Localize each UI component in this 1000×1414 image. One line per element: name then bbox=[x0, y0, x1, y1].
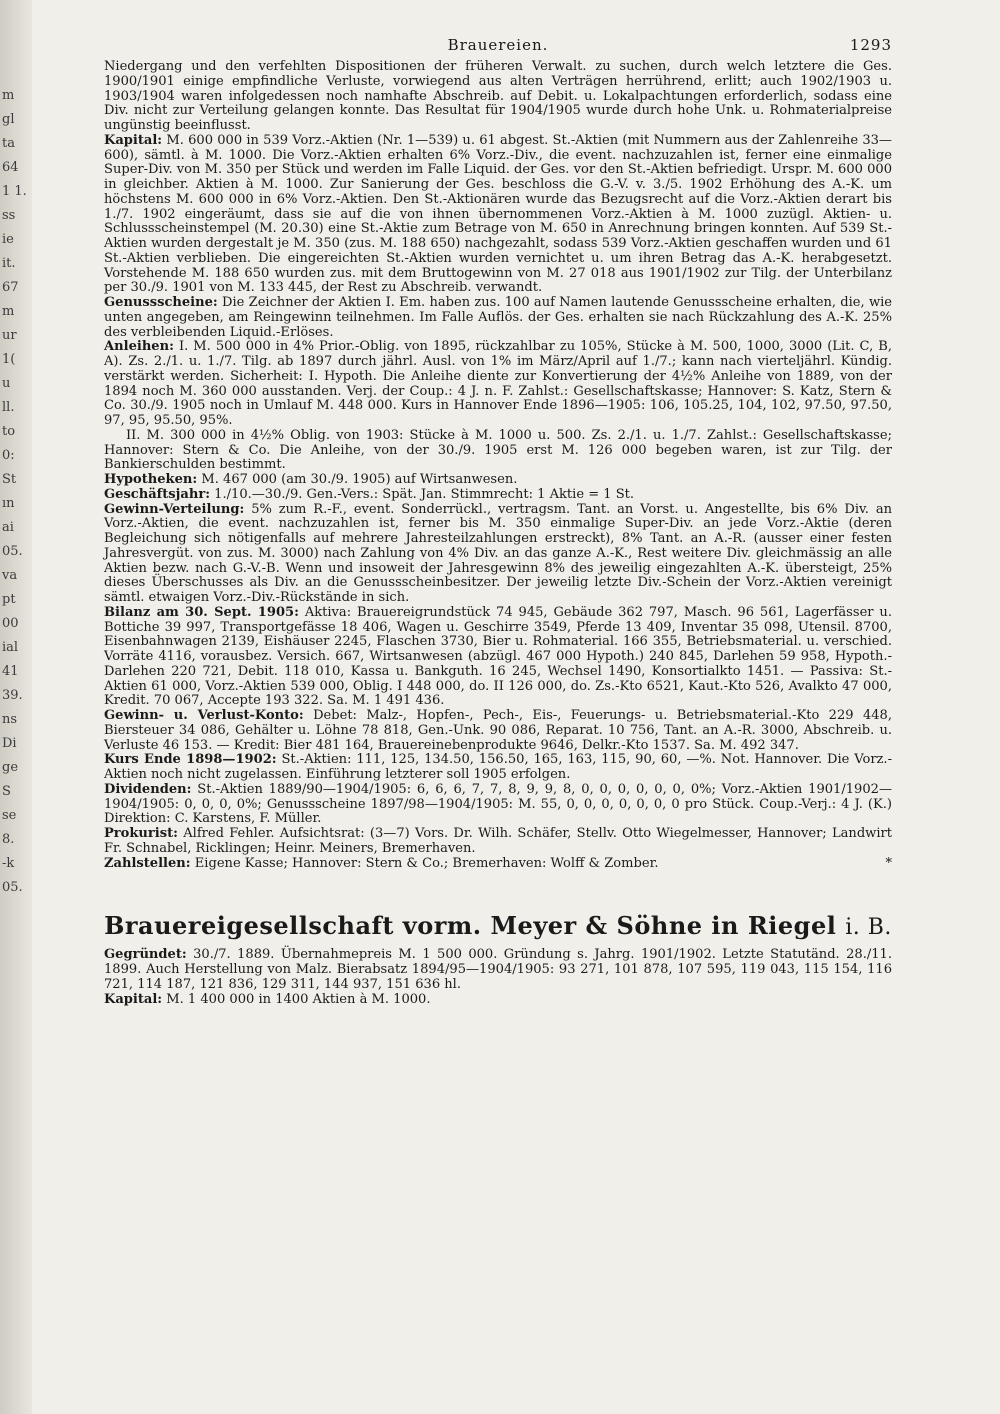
field-text: Alfred Fehler. Aufsichtsrat: (3—7) Vors. Dr. Wilh. Schäfer, Stellv. Otto Wiegelmesser, Hannover; Landwirt Fr. Schnabel, Ricklingen; Heinr. Meiners, Bremerhaven. bbox=[104, 826, 892, 856]
gutter-text-fragment: 64 bbox=[2, 160, 19, 175]
field-label: Dividenden: bbox=[104, 781, 192, 797]
gutter-text-fragment: pt bbox=[2, 592, 16, 607]
gutter-text-fragment: 00 bbox=[2, 616, 19, 631]
entry-paragraph bbox=[104, 60, 892, 134]
company-name: Brauereigesellschaft vorm. Meyer & Söhne in Riegel bbox=[104, 911, 837, 941]
field-label: Kurs Ende 1898—1902: bbox=[104, 752, 277, 768]
entry-paragraph bbox=[104, 296, 892, 340]
gutter-text-fragment: va bbox=[2, 568, 18, 583]
entry-paragraph bbox=[104, 753, 892, 783]
field-text: Aktiva: Brauereigrundstück 74 945, Gebäude 362 797, Masch. 96 561, Lagerfässer u. Bottiche 39 997, Transportgefässe 18 406, Wagen u. Geschirre 3549, Pferde 13 409, Inventar 35 098, Utensil. 8700, Eisenbahnwagen 2139, Eishäuser 2245, Flaschen 3730, Bier u. Rohmaterial. 166 355, Betriebsmaterial. u. verschied. Vorräte 4116, vorausbez. Versich. 667, Wirtsanwesen (abzügl. 467 000 Hypoth.) 240 845, Darlehen 59 958, Hypoth.-Darlehen 220 721, Debit. 118 010, Kassa u. Bankguth. 16 245, Wechsel 1490, Konsortialkto 1451. — Passiva: St.-Aktien 61 000, Vorz.-Aktien 539 000, Oblig. I 448 000, do. II 126 000, do. Zs.-Kto 6521, Kaut.-Kto 526, Avalkto 47 000, Kredit. 70 067, Accepte 193 322. Sa. M. 1 491 436. bbox=[104, 604, 892, 709]
gutter-text-fragment: ie bbox=[2, 232, 14, 247]
field-label: Zahlstellen: bbox=[104, 855, 191, 871]
field-label: Gegründet: bbox=[104, 947, 187, 963]
entry-paragraph bbox=[104, 429, 892, 473]
page bbox=[104, 30, 892, 1007]
gutter-text-fragment: 39. bbox=[2, 688, 23, 703]
company-heading bbox=[104, 911, 892, 940]
entry-paragraph bbox=[104, 993, 892, 1008]
field-text: Die Zeichner der Aktien I. Em. haben zus. 100 auf Namen lautende Genussscheine erhalten, die, wie unten angegeben, am Reingewinn teilnehmen. Im Falle Auflös. der Ges. erhalten sie nach Rückzahlung des A.-K. 25% des verbleibenden Liquid.-Erlöses. bbox=[104, 295, 892, 340]
gutter-text-fragment: 05. bbox=[2, 544, 23, 559]
field-label: Kapital: bbox=[104, 132, 163, 148]
entry-paragraph bbox=[104, 488, 892, 503]
field-label: Anleihen: bbox=[104, 339, 174, 355]
gutter-text-fragment: ta bbox=[2, 136, 15, 151]
entry-paragraph bbox=[104, 827, 892, 857]
gutter-text-fragment: 1 1. bbox=[2, 184, 27, 199]
gutter-text-fragment: 8. bbox=[2, 832, 15, 847]
gutter-text-fragment: 41 bbox=[2, 664, 19, 679]
field-label: Gewinn-Verteilung: bbox=[104, 501, 245, 517]
gutter-text-fragment: 05. bbox=[2, 880, 23, 895]
company-location-suffix: i. B. bbox=[845, 915, 892, 941]
field-label: Geschäftsjahr: bbox=[104, 486, 211, 502]
field-text: Niedergang und den verfehlten Dispositionen der früheren Verwalt. zu suchen, durch welch letztere die Ges. 1900/1901 einige empfindliche Verluste, vorwiegend aus alten Verträgen herrührend, erlitt; auch 1902/1903 u. 1903/1904 waren infolgedessen noch namhafte Abschreib. auf Debit. u. Lokalpachtungen erforderlich, sodass eine Div. nicht zur Verteilung gelangen konnte. Das Resultat für 1904/1905 wurde durch hohe Unk. u. Rohmaterialpreise ungünstig beeinflusst. bbox=[104, 59, 892, 133]
gutter-text-fragment: Di bbox=[2, 736, 17, 751]
gutter-text-fragment: m bbox=[2, 88, 15, 103]
entry-paragraph bbox=[104, 503, 892, 606]
gutter-text-fragment: ın bbox=[2, 496, 15, 511]
field-text: St.-Aktien 1889/90—1904/1905: 6, 6, 6, 7, 7, 8, 9, 9, 8, 0, 0, 0, 0, 0, 0, 0%; Vorz.-Aktien 1901/1902—1904/1905: 0, 0, 0, 0%; Genussscheine 1897/98—1904/1905: M. 55, 0, 0, 0, 0, 0, 0, 0 pro Stück. Coup.-Verj.: 4 J. (K.) Direktion: C. Karstens, F. Müller. bbox=[104, 781, 892, 827]
field-text: 1./10.—30./9. Gen.-Vers.: Spät. Jan. Stimmrecht: 1 Aktie = 1 St. bbox=[214, 486, 635, 502]
company-entry-body bbox=[104, 60, 892, 871]
field-label: Hypotheken: bbox=[104, 472, 198, 487]
field-text: I. M. 500 000 in 4% Prior.-Oblig. von 1895, rückzahlbar zu 105%, Stücke à M. 500, 1000, 3000 (Lit. C, B, A). Zs. 2./1. u. 1./7. Tilg. ab 1897 durch jährl. Ausl. von 1% im März/April auf 1./7.; kann nach vierteljährl. Kündig. verstärkt werden. Sicherheit: I. Hypoth. Die Anleihe diente zur Konvertierung der 4½% Anleihe von 1889, von der 1894 noch M. 360 000 ausstanden. Verj. der Coup.: 4 J. n. F. Zahlst.: Gesellschaftskasse; Hannover: S. Katz, Stern & Co. 30./9. 1905 noch in Umlauf M. 448 000. Kurs in Hannover Ende 1896—1905: 106, 105.25, 104, 102, 97.50, 97.50, 97, 95, 95.50, 95%. bbox=[104, 339, 892, 428]
entry-paragraph bbox=[104, 857, 892, 872]
entry-paragraph bbox=[104, 948, 892, 992]
page-header bbox=[104, 30, 892, 60]
field-text: 5% zum R.-F., event. Sonderrückl., vertragsm. Tant. an Vorst. u. Angestellte, bis 6% Div. an Vorz.-Aktien, die event. nachzuzahlen ist, ferner bis M. 350 einmalige Super-Div. an jede Vorz.-Aktie (deren Begleichung sich nötigenfalls auf mehrere Jahresteilzahlungen erstreckt), 8% Tant. an A.-R. (ausser einer festen Jahresvergüt. von zus. M. 3000) nach Zahlung von 4% Div. an das ganze A.-K., Rest weitere Div. gleichmässig an alle Aktien bezw. nach G.-V.-B. Wenn und insoweit der Jahresgewinn 8% des jeweilig eingezahlten A.-K. übersteigt, 25% dieses Überschusses als Div. an die Genussscheinbesitzer. Der jeweilig letzte Div.-Schein der Vorz.-Aktien vereinigt sämtl. etwaigen Vorz.-Div.-Rückstände in sich. bbox=[104, 501, 893, 605]
field-text: Debet: Malz-, Hopfen-, Pech-, Eis-, Feuerungs- u. Betriebsmaterial.-Kto 229 448, Biersteuer 34 086, Gehälter u. Löhne 78 818, Gen.-Unk. 90 086, Reparat. 10 756, Tant. an A.-R. 3000, Abschreib. u. Verluste 46 153. — Kredit: Bier 481 164, Brauereinebenprodukte 9646, Delkr.-Kto 1537. Sa. M. 492 347. bbox=[104, 708, 892, 753]
gutter-text-fragment: 0: bbox=[2, 448, 15, 463]
gutter-text-fragment: 1( bbox=[2, 352, 16, 367]
entry-paragraph bbox=[104, 340, 892, 429]
field-text: 30./7. 1889. Übernahmepreis M. 1 500 000. Gründung s. Jahrg. 1901/1902. Letzte Statutänd. 28./11. 1899. Auch Herstellung von Malz. Bierabsatz 1894/95—1904/1905: 93 271, 101 878, 107 595, 119 043, 115 154, 116 721, 114 187, 121 836, 129 311, 144 937, 151 636 hl. bbox=[104, 947, 892, 992]
gutter-text-fragment: u bbox=[2, 376, 11, 391]
gutter-text-fragment: ai bbox=[2, 520, 14, 535]
entry-paragraph bbox=[104, 473, 892, 488]
entry-paragraph bbox=[104, 709, 892, 753]
gutter-text-fragment: to bbox=[2, 424, 16, 439]
gutter-text-fragment: ur bbox=[2, 328, 17, 343]
gutter-text-fragment: gl bbox=[2, 112, 15, 127]
field-text: M. 600 000 in 539 Vorz.-Aktien (Nr. 1—539) u. 61 abgest. St.-Aktien (mit Nummern aus der Zahlenreihe 33—600), sämtl. à M. 1000. Die Vorz.-Aktien erhalten 6% Vorz.-Div., die event. nachzuzahlen ist, ferner eine einmalige Super-Div. von M. 350 per Stück und werden im Falle Liquid. der Ges. vor den St.-Aktien befriedigt. Urspr. M. 600 000 in gleichber. Aktien à M. 1000. Zur Sanierung der Ges. beschloss die G.-V. v. 3./5. 1902 Erhöhung des A.-K. um höchstens M. 600 000 in 6% Vorz.-Aktien. Den St.-Aktionären wurde das Bezugsrecht auf die Vorz.-Aktien derart bis 1./7. 1902 eingeräumt, dass sie auf die von ihnen übernommenen Vorz.-Aktien à M. 1000 zuzügl. Aktien- u. Schlussscheinstempel (M. 20.30) eine St.-Aktie zum Betrage von M. 650 in Anrechnung bringen konnten. Auf 539 St.-Aktien wurden dergestalt je M. 350 (zus. M. 188 650) nachgezahlt, sodass 539 Vorz.-Aktien geschaffen wurden und 61 St.-Aktien verblieben. Die eingereichten St.-Aktien wurden vernichtet u. um ihren Betrag das A.-K. herabgesetzt. Vorstehende M. 188 650 wurden zus. mit dem Bruttogewinn von M. 27 018 aus 1901/1902 zur Tilg. der Unterbilanz per 30./9. 1901 von M. 133 445, der Rest zu Abschreib. verwandt. bbox=[104, 132, 893, 296]
field-label: Genussscheine: bbox=[104, 295, 218, 310]
gutter-text-fragment: ss bbox=[2, 208, 16, 223]
gutter-text-fragment: se bbox=[2, 808, 17, 823]
field-label: Kapital: bbox=[104, 991, 163, 1007]
page-number: 1293 bbox=[849, 36, 892, 54]
end-mark: * bbox=[885, 855, 892, 871]
field-label: Gewinn- u. Verlust-Konto: bbox=[104, 708, 304, 723]
left-page-gutter bbox=[0, 0, 32, 1414]
entry-paragraph bbox=[104, 134, 892, 296]
gutter-text-fragment: ial bbox=[2, 640, 19, 655]
gutter-text-fragment: -k bbox=[2, 856, 15, 871]
gutter-text-fragment: ll. bbox=[2, 400, 15, 415]
entry-paragraph bbox=[104, 606, 892, 709]
field-text: St.-Aktien: 111, 125, 134.50, 156.50, 165, 163, 115, 90, 60, —%. Not. Hannover. Die Vorz.-Aktien noch nicht zugelassen. Einführung letzterer soll 1905 erfolgen. bbox=[104, 752, 892, 782]
gutter-text-fragment: S bbox=[2, 784, 11, 799]
gutter-text-fragment: it. bbox=[2, 256, 16, 271]
gutter-text-fragment: 67 bbox=[2, 280, 19, 295]
field-text: II. M. 300 000 in 4½% Oblig. von 1903: Stücke à M. 1000 u. 500. Zs. 2./1. u. 1./7. Zahlst.: Gesellschaftskasse; Hannover: Stern & Co. Die Anleihe, von der 30./9. 1905 erst M. 126 000 begeben waren, ist zur Tilg. der Bankierschulden bestimmt. bbox=[104, 427, 892, 473]
entry-paragraph bbox=[104, 783, 892, 827]
field-text: M. 1 400 000 in 1400 Aktien à M. 1000. bbox=[166, 991, 431, 1007]
gutter-text-fragment: St bbox=[2, 472, 17, 487]
field-text: M. 467 000 (am 30./9. 1905) auf Wirtsanwesen. bbox=[201, 472, 518, 487]
gutter-text-fragment: m bbox=[2, 304, 15, 319]
field-text: Eigene Kasse; Hannover: Stern & Co.; Bremerhaven: Wolff & Zomber. bbox=[194, 855, 659, 871]
running-title: Brauereien. bbox=[447, 36, 549, 54]
field-label: Bilanz am 30. Sept. 1905: bbox=[104, 604, 299, 620]
gutter-text-fragment: ns bbox=[2, 712, 18, 727]
company2-entry-body bbox=[104, 948, 892, 1007]
field-label: Prokurist: bbox=[104, 826, 178, 841]
gutter-text-fragment: ge bbox=[2, 760, 19, 775]
